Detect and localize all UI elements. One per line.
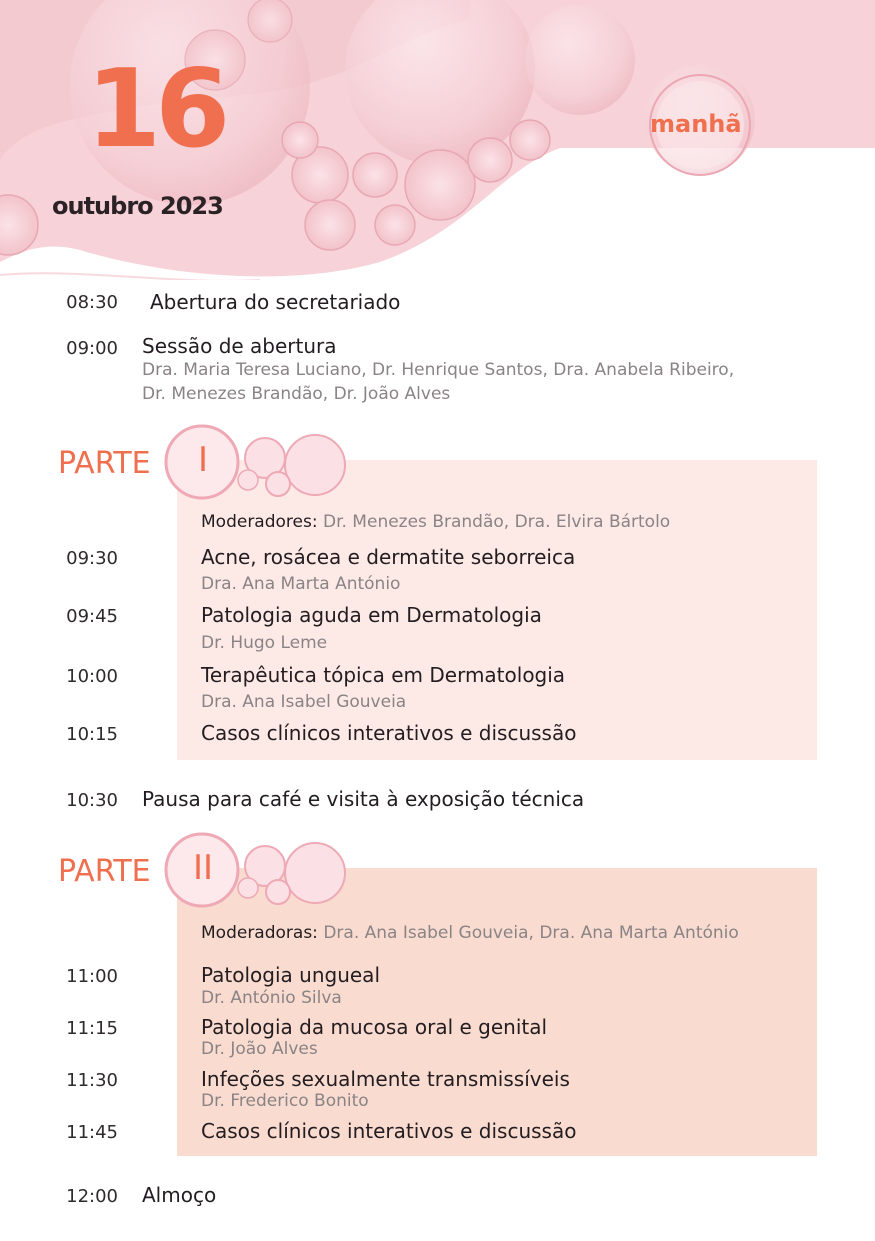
part2-numeral: II (192, 848, 214, 888)
item-title: Patologia ungueal (201, 963, 380, 987)
time-0900: 09:00 (66, 338, 118, 359)
part1-moderators (201, 512, 670, 532)
part1-label: PARTE (58, 446, 151, 481)
time-0930: 09:30 (66, 548, 118, 569)
session-opening-speakers-line2: Dr. Menezes Brandão, Dr. João Alves (142, 384, 451, 404)
time-1130: 11:30 (66, 1070, 118, 1091)
month-year: outubro 2023 (52, 192, 223, 220)
item-speaker: Dr. Frederico Bonito (201, 1091, 369, 1111)
session-opening-title: Sessão de abertura (142, 334, 337, 358)
moderators-label: Moderadores: (201, 512, 318, 532)
item-speaker: Dr. Hugo Leme (201, 633, 328, 653)
break-title: Pausa para café e visita à exposição técnica (142, 787, 585, 811)
period-label: manhã (650, 110, 742, 138)
moderators-label: Moderadoras: (201, 923, 318, 943)
part2-moderators (201, 923, 739, 943)
day-number: 16 (86, 47, 225, 172)
time-1145: 11:45 (66, 1122, 118, 1143)
opening-title: Abertura do secretariado (150, 290, 401, 314)
item-title: Terapêutica tópica em Dermatologia (201, 663, 566, 687)
item-title: Casos clínicos interativos e discussão (201, 721, 577, 745)
item-title: Infeções sexualmente transmissíveis (201, 1067, 570, 1091)
session-opening-speakers-line1: Dra. Maria Teresa Luciano, Dr. Henrique Santos, Dra. Anabela Ribeiro, (142, 360, 735, 380)
time-1200: 12:00 (66, 1186, 118, 1207)
item-title: Patologia da mucosa oral e genital (201, 1015, 548, 1039)
item-title: Patologia aguda em Dermatologia (201, 603, 542, 627)
item-title: Casos clínicos interativos e discussão (201, 1119, 577, 1143)
item-speaker: Dra. Ana Isabel Gouveia (201, 692, 407, 712)
moderators-names: Dra. Ana Isabel Gouveia, Dra. Ana Marta António (323, 923, 739, 943)
lunch-title: Almoço (142, 1183, 217, 1207)
time-1030: 10:30 (66, 790, 118, 811)
item-speaker: Dra. Ana Marta António (201, 574, 401, 594)
time-0830: 08:30 (66, 292, 118, 313)
time-1115: 11:15 (66, 1018, 118, 1039)
item-speaker: Dr. João Alves (201, 1039, 318, 1059)
time-1000: 10:00 (66, 666, 118, 687)
item-speaker: Dr. António Silva (201, 988, 342, 1008)
time-0945: 09:45 (66, 606, 118, 627)
time-1100: 11:00 (66, 966, 118, 987)
moderators-names: Dr. Menezes Brandão, Dra. Elvira Bártolo (322, 512, 671, 532)
item-title: Acne, rosácea e dermatite seborreica (201, 545, 576, 569)
time-1015: 10:15 (66, 724, 118, 745)
part1-numeral: I (197, 440, 209, 480)
part2-label: PARTE (58, 854, 151, 889)
